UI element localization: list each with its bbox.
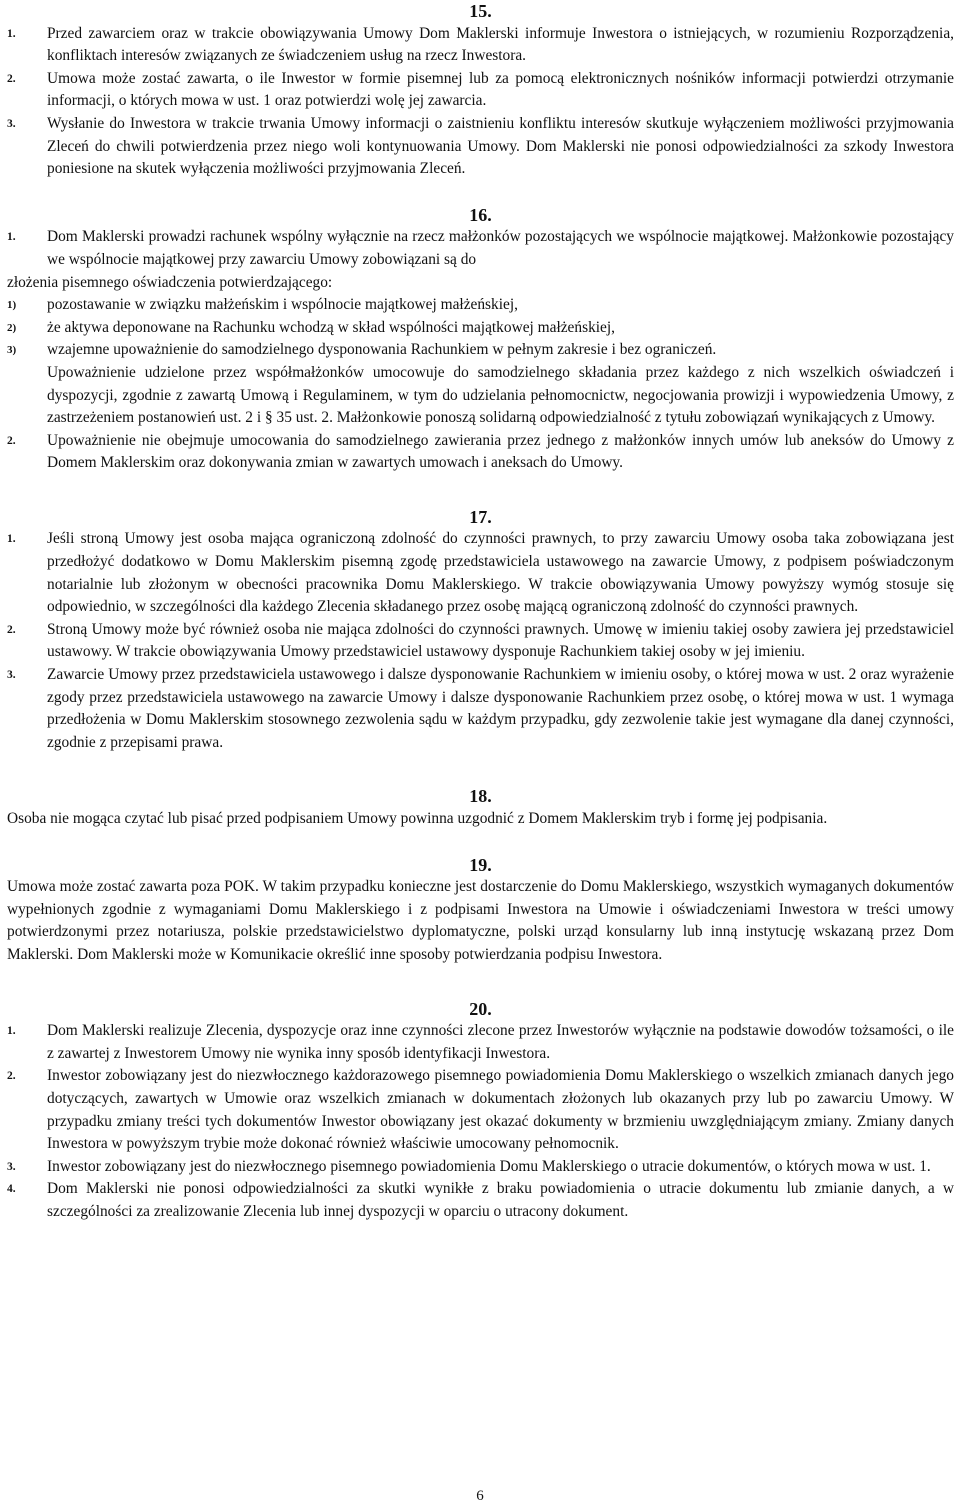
section-20-item-2 bbox=[7, 1065, 954, 1155]
item-text: Inwestor zobowiązany jest do niezwłocznego każdorazowego pisemnego powiadomienia Domu Maklerskiego o wszelkich zmianach danych jego dotyczących, zawartych w Umowie oraz wszelkich zmianach w dokumentach złożonych lub okazanych przy lub po zawarciu Umowy. W przypadku zmiany treści tych dokumentów Inwestor obowiązany jest okazać dokumenty w brzmieniu uwzględniającym zmiany. Zmiany danych Inwestora w powyższym trybie może dokonać również właściwie umocowany pełnomocnik. bbox=[47, 1067, 954, 1153]
spacer bbox=[7, 777, 954, 785]
section-17-title: 17. bbox=[469, 506, 492, 527]
item-number: 1. bbox=[7, 1025, 16, 1038]
section-19-title: 19. bbox=[469, 854, 492, 875]
item-number: 1. bbox=[7, 27, 16, 40]
section-18-text: Osoba nie mogąca czytać lub pisać przed podpisaniem Umowy powinna uzgodnić z Domem Maklerskim tryb i formę jej podpisania. bbox=[7, 810, 828, 827]
section-16-subitem-1 bbox=[7, 294, 954, 317]
section-18-title: 18. bbox=[469, 786, 492, 807]
spacer bbox=[7, 754, 954, 777]
subitem-number: 2) bbox=[7, 321, 17, 334]
section-16-item-2 bbox=[7, 430, 954, 475]
item-number: 2. bbox=[7, 72, 16, 85]
item-text: Inwestor zobowiązany jest do niezwłocznego pisemnego powiadomienia Domu Maklerskiego o utracie dokumentów, o których mowa w ust. 1. bbox=[47, 1157, 931, 1175]
item-text: Zawarcie Umowy przez przedstawiciela ustawowego i dalsze dysponowanie Rachunkiem w imieniu osoby, o której mowa w ust. 2 oraz wyrażenie zgody przez przedstawiciela ustawowego na zawarcie Umowy i dalsze dysponowanie Rachunkiem przez osobę, o której mowa w ust. 1 wymaga przedłożenia w Domu Maklerskim stosownego zezwolenia sądu w każdym przypadku, gdy zezwolenie takie jest wymagane dla danej czynności, zgodnie z przepisami prawa. bbox=[47, 666, 954, 751]
subitem-number: 1) bbox=[7, 299, 17, 312]
item-number: 1. bbox=[7, 231, 16, 244]
item-text: Dom Maklerski nie ponosi odpowiedzialności za skutki wynikłe z braku powiadomienia o utracie dokumentu lub zmianie danych, a w szczególności za zrealizowanie Zlecenia lub innej dyspozycji w oparciu o utracony dokument. bbox=[47, 1180, 954, 1220]
spacer bbox=[7, 498, 954, 506]
section-15-item-1 bbox=[7, 23, 954, 68]
section-15-title: 15. bbox=[469, 1, 492, 21]
item-number: 1. bbox=[7, 533, 16, 546]
section-17-item-3 bbox=[7, 664, 954, 754]
section-16-item-1-continuation bbox=[7, 362, 954, 430]
item-number: 2. bbox=[7, 434, 16, 447]
section-19-text: Umowa może zostać zawarta poza POK. W takim przypadku konieczne jest dostarczenie do Domu Maklerskiego, wszystkich wymaganych dokumentów wypełnionych zgodnie z wymaganiami Domu Maklerskiego i z podpisami Inwestora na Umowie i oświadczeniami Inwestora w treści umowy potwierdzonymi przez notariusza, polskie przedstawicielstwo dyplomatyczne, polski urząd konsularny lub inną instytucję wskazaną przez Dom Maklerski. Dom Maklerski może w Komunikacie określić inne sposoby potwierdzania podpisu Inwestora. bbox=[7, 878, 954, 963]
subitem-text: że aktywa deponowane na Rachunku wchodzą w skład wspólności majątkowej małżeńskiej, bbox=[47, 318, 615, 336]
item-number: 4. bbox=[7, 1183, 16, 1196]
item-number: 3. bbox=[7, 1160, 16, 1173]
section-15-item-2 bbox=[7, 68, 954, 113]
page-number: 6 bbox=[476, 1488, 484, 1504]
item-text: Stroną Umowy może być również osoba nie mająca zdolności do czynności prawnych. Umowę w imieniu takiej osoby zawiera jej przedstawiciel ustawowy. W trakcie obowiązywania Umowy przedstawiciel ustawowy dysponuje Rachunkiem takiej osoby w jej imieniu. bbox=[47, 620, 954, 661]
subitem-text: pozostawanie w związku małżeńskim i wspólnocie majątkowej małżeńskiej, bbox=[47, 296, 518, 314]
section-17-item-2 bbox=[7, 619, 954, 664]
item-text: Jeśli stroną Umowy jest osoba mająca ograniczoną zdolność do czynności prawnych, to przy zawarciu Umowy osoba taka zobowiązana jest przedłożyć dodatkowo w Domu Maklerskim pisemną zgodę przedstawiciela ustawowego na zawarcie Umowy, z podpisem poświadczonym notarialnie lub złożonym w obecności pracownika Domu Maklerskiego. W trakcie obowiązywania Umowy powyższy wymóg stosuje się odpowiednio, w szczególności dla każdego Zlecenia składanego przez osobę mającą ograniczoną zdolność do czynności prawnych. bbox=[47, 530, 954, 616]
item-text: Upoważnienie nie obejmuje umocowania do samodzielnego zawierania przez jednego z małżonków innych umów lub aneksów do Umowy z Domem Maklerskim oraz dokonywania zmian w zawartych umowach i aneksach do Umowy. bbox=[47, 431, 954, 472]
section-15-item-3 bbox=[7, 113, 954, 181]
spacer bbox=[7, 181, 954, 204]
section-20-item-4 bbox=[7, 1178, 954, 1223]
item-number: 2. bbox=[7, 623, 16, 636]
subitem-text: wzajemne upoważnienie do samodzielnego dysponowania Rachunkiem w pełnym zakresie i bez ograniczeń. bbox=[47, 341, 717, 359]
item-number: 3. bbox=[7, 117, 16, 130]
item-text: Wysłanie do Inwestora w trakcie trwania Umowy informacji o zaistnieniu konfliktu interesów skutkuje wyłączeniem możliwości przyjmowania Zleceń do chwili potwierdzenia przez niego woli kontynuowania Umowy. Dom Maklerski nie ponosi odpowiedzialności za szkody Inwestora poniesione na skutek wyłączenia możliwości przyjmowania Zleceń. bbox=[47, 114, 954, 178]
item-text: Przed zawarciem oraz w trakcie obowiązywania Umowy Dom Maklerski informuje Inwestora o istniejących, w rozumieniu Rozporządzenia, konfliktach interesów związanych ze świadczeniem usług na rzecz Inwestora. bbox=[47, 24, 954, 65]
item-text: Upoważnienie udzielone przez współmałżonków umocowuje do samodzielnego składania przez każdego z nich wszelkich oświadczeń i dyspozycji, zgodnie z zawartą Umową i Regulaminem, w tym do udzielania pełnomocnictw, negocjowania prowizji i wypowiedzenia Umowy, z zastrzeżeniem postanowień ust. 2 i § 35 ust. 2. Małżonkowie ponoszą solidarną odpowiedzialność z tytułu zobowiązań wynikających z Umowy. bbox=[47, 363, 954, 427]
item-text: Umowa może zostać zawarta, o ile Inwestor w formie pisemnej lub za pomocą elektronicznych nośników informacji potwierdzi otrzymanie informacji, o których mowa w ust. 1 oraz potwierdzi wolę jej zawarcia. bbox=[47, 69, 954, 110]
spacer bbox=[7, 967, 954, 990]
section-20-item-3 bbox=[7, 1156, 954, 1179]
item-number: 2. bbox=[7, 1070, 16, 1083]
document-page bbox=[7, 0, 954, 1224]
section-20-item-1 bbox=[7, 1020, 954, 1065]
section-16-subitem-3 bbox=[7, 339, 954, 362]
section-17-item-1 bbox=[7, 528, 954, 618]
subitem-number: 3) bbox=[7, 344, 17, 357]
spacer bbox=[7, 475, 954, 498]
item-number: 3. bbox=[7, 669, 16, 682]
section-16-title: 16. bbox=[469, 204, 492, 225]
item-text: Dom Maklerski prowadzi rachunek wspólny wyłącznie na rzecz małżonków pozostających we wspólnocie majątkowej. Małżonkowie pozostający we wspólnocie majątkowej przy zawarciu Umowy zobowiązani są do bbox=[47, 228, 954, 268]
item-text: Dom Maklerski realizuje Zlecenia, dyspozycje oraz inne czynności zlecone przez Inwestorów wyłącznie na podstawie dowodów tożsamości, o ile z zawartej z Inwestorem Umowy nie wynika inny sposób identyfikacji Inwestora. bbox=[47, 1022, 954, 1062]
section-16-item-1 bbox=[7, 226, 954, 271]
section-16-subitem-2 bbox=[7, 317, 954, 340]
spacer bbox=[7, 990, 954, 998]
spacer bbox=[7, 831, 954, 854]
section-20-title: 20. bbox=[469, 998, 492, 1019]
section-16-item-1-intro: złożenia pisemnego oświadczenia potwierdzającego: bbox=[7, 273, 333, 291]
